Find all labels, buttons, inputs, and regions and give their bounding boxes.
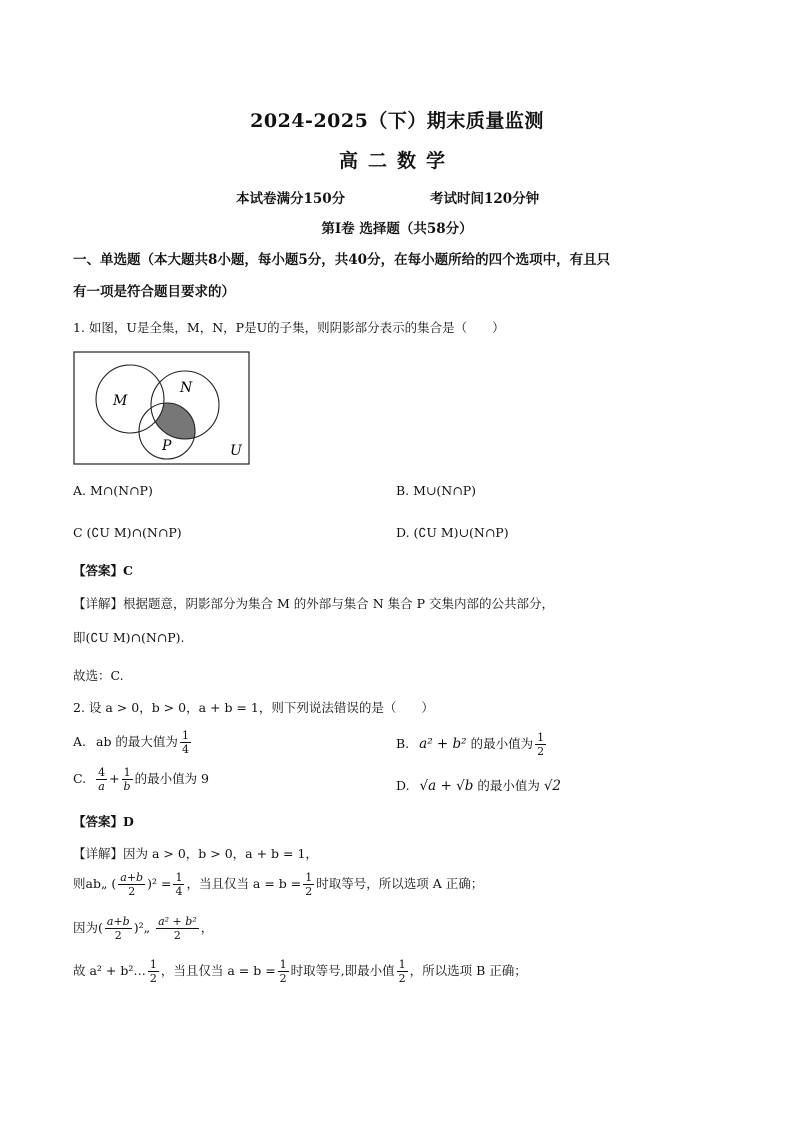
q2-l1-r-den: 4	[175, 885, 183, 898]
q2-l2-r-num: a² + b²	[158, 915, 197, 928]
q2-l2-mid: )²„	[133, 920, 151, 935]
q2-d-value: √2	[543, 778, 562, 794]
q2-b-den: 2	[537, 745, 545, 758]
q2-c-f1-den: a	[98, 780, 105, 793]
q2-a-text: ab 的最大值为	[96, 734, 178, 749]
q2-b-expr: a² + b²	[419, 736, 467, 752]
q2-l1-hfrac	[303, 871, 314, 898]
q2-a-label: A.	[73, 734, 87, 749]
q1-detail: 【详解】根据题意，阴影部分为集合 M 的外部与集合 N 集合 P 交集内部的公共部分，	[73, 596, 554, 611]
q2-c-frac1	[96, 766, 107, 793]
q2-line-1	[73, 871, 483, 898]
q2-option-a	[73, 729, 193, 756]
q2-detail: 【详解】因为 a > 0，b > 0，a + b = 1，	[73, 846, 318, 861]
q2-c-label: C.	[73, 771, 87, 786]
q2-d-text: 的最小值为	[477, 778, 540, 793]
q2-l2-pre: 因为(	[73, 920, 103, 935]
q2-l3-mid: ，当且仅当 a = b =	[160, 963, 276, 978]
q2-l1-h-den: 2	[305, 885, 313, 898]
q2-l3-v-den: 2	[398, 972, 406, 985]
q2-l2-r-den: 2	[173, 929, 181, 942]
q2-l2-f-num: a+b	[106, 915, 130, 928]
q2-l3-vfrac	[397, 958, 408, 985]
q2-a-den: 4	[181, 743, 189, 756]
label-n: N	[180, 380, 193, 396]
q2-a-fraction	[180, 729, 191, 756]
q2-c-f1-num: 4	[98, 766, 106, 779]
q2-l1-r-num: 1	[175, 871, 183, 884]
subject-title: 高二数学	[338, 150, 455, 172]
q2-l3-frac	[148, 958, 159, 985]
q1-detail-expr: 即(∁U M)∩(N∩P).	[73, 630, 185, 645]
q1-option-c: C (∁U M)∩(N∩P)	[73, 525, 182, 540]
q2-l3-h-num: 1	[279, 958, 287, 971]
q2-l1-mid: )² =	[147, 876, 172, 891]
q2-l3-h-den: 2	[279, 972, 287, 985]
q2-b-label: B.	[396, 736, 410, 751]
q2-l2-f-den: 2	[114, 929, 122, 942]
q2-c-f2-den: b	[123, 780, 131, 793]
page-title: 2024-2025（下）期末质量监测	[250, 110, 544, 132]
q2-d-label: D.	[396, 778, 410, 793]
exam-time: 考试时间120分钟	[430, 191, 540, 207]
q2-l1-rfrac	[173, 871, 184, 898]
q2-l1-post: ，当且仅当 a = b =	[186, 876, 302, 891]
q2-c-text: 的最小值为 9	[134, 771, 209, 786]
label-m: M	[113, 393, 128, 409]
q2-b-text: 的最小值为	[470, 736, 534, 751]
q2-l3-mid2: 时取等号,即最小值	[290, 963, 395, 978]
q1-option-b: B. M∪(N∩P)	[396, 483, 476, 498]
part-heading-line2: 有一项是符合题目要求的）	[73, 284, 235, 300]
q2-answer: 【答案】D	[73, 814, 134, 829]
q2-option-d	[396, 776, 561, 794]
part-heading-line1: 一、单选题（本大题共8小题，每小题5分，共40分，在每小题所给的四个选项中，有且只	[73, 252, 611, 268]
q2-option-b	[396, 731, 548, 758]
full-score: 本试卷满分150分	[236, 191, 346, 207]
q2-b-num: 1	[537, 731, 545, 744]
q1-conclusion: 故选：C.	[73, 668, 124, 683]
q2-line-3	[73, 958, 527, 985]
q1-option-d: D. (∁U M)∪(N∩P)	[396, 525, 509, 540]
q2-b-fraction	[535, 731, 546, 758]
label-u: U	[230, 443, 242, 459]
label-p: P	[162, 438, 172, 454]
q1-answer: 【答案】C	[73, 563, 133, 578]
q2-l1-f-num: a+b	[120, 871, 144, 884]
q2-a-num: 1	[181, 729, 189, 742]
question-1-stem: 1. 如图，U是全集，M，N，P是U的子集，则阴影部分表示的集合是（ ）	[73, 320, 505, 335]
q2-l3-f-den: 2	[149, 972, 157, 985]
q2-l3-hfrac	[278, 958, 289, 985]
q2-l3-pre: 故 a² + b²…	[73, 963, 146, 978]
q2-l3-v-num: 1	[398, 958, 406, 971]
q1-option-a: A. M∩(N∩P)	[73, 483, 153, 498]
q2-l1-end: 时取等号，所以选项 A 正确；	[316, 876, 484, 891]
section-title: 第Ⅰ卷 选择题（共58分）	[321, 221, 473, 237]
q2-option-c	[73, 766, 209, 793]
q2-c-plus: +	[109, 771, 120, 786]
q2-l1-h-num: 1	[305, 871, 313, 884]
q2-l2-end: ，	[200, 920, 214, 935]
q2-l1-pre: 则ab„ (	[73, 876, 117, 891]
venn-diagram	[73, 351, 251, 467]
q2-d-expr: √a + √b	[419, 778, 474, 794]
q2-l1-f-den: 2	[128, 885, 136, 898]
q2-line-2	[73, 915, 213, 942]
q2-l3-end: ，所以选项 B 正确；	[409, 963, 527, 978]
q2-c-frac2	[122, 766, 133, 793]
q2-l1-frac	[118, 871, 145, 898]
q2-c-f2-num: 1	[123, 766, 131, 779]
question-2-stem: 2. 设 a > 0，b > 0，a + b = 1，则下列说法错误的是（ ）	[73, 700, 434, 715]
q2-l3-f-num: 1	[149, 958, 157, 971]
q2-l2-rfrac	[156, 915, 199, 942]
q2-l2-frac	[105, 915, 132, 942]
